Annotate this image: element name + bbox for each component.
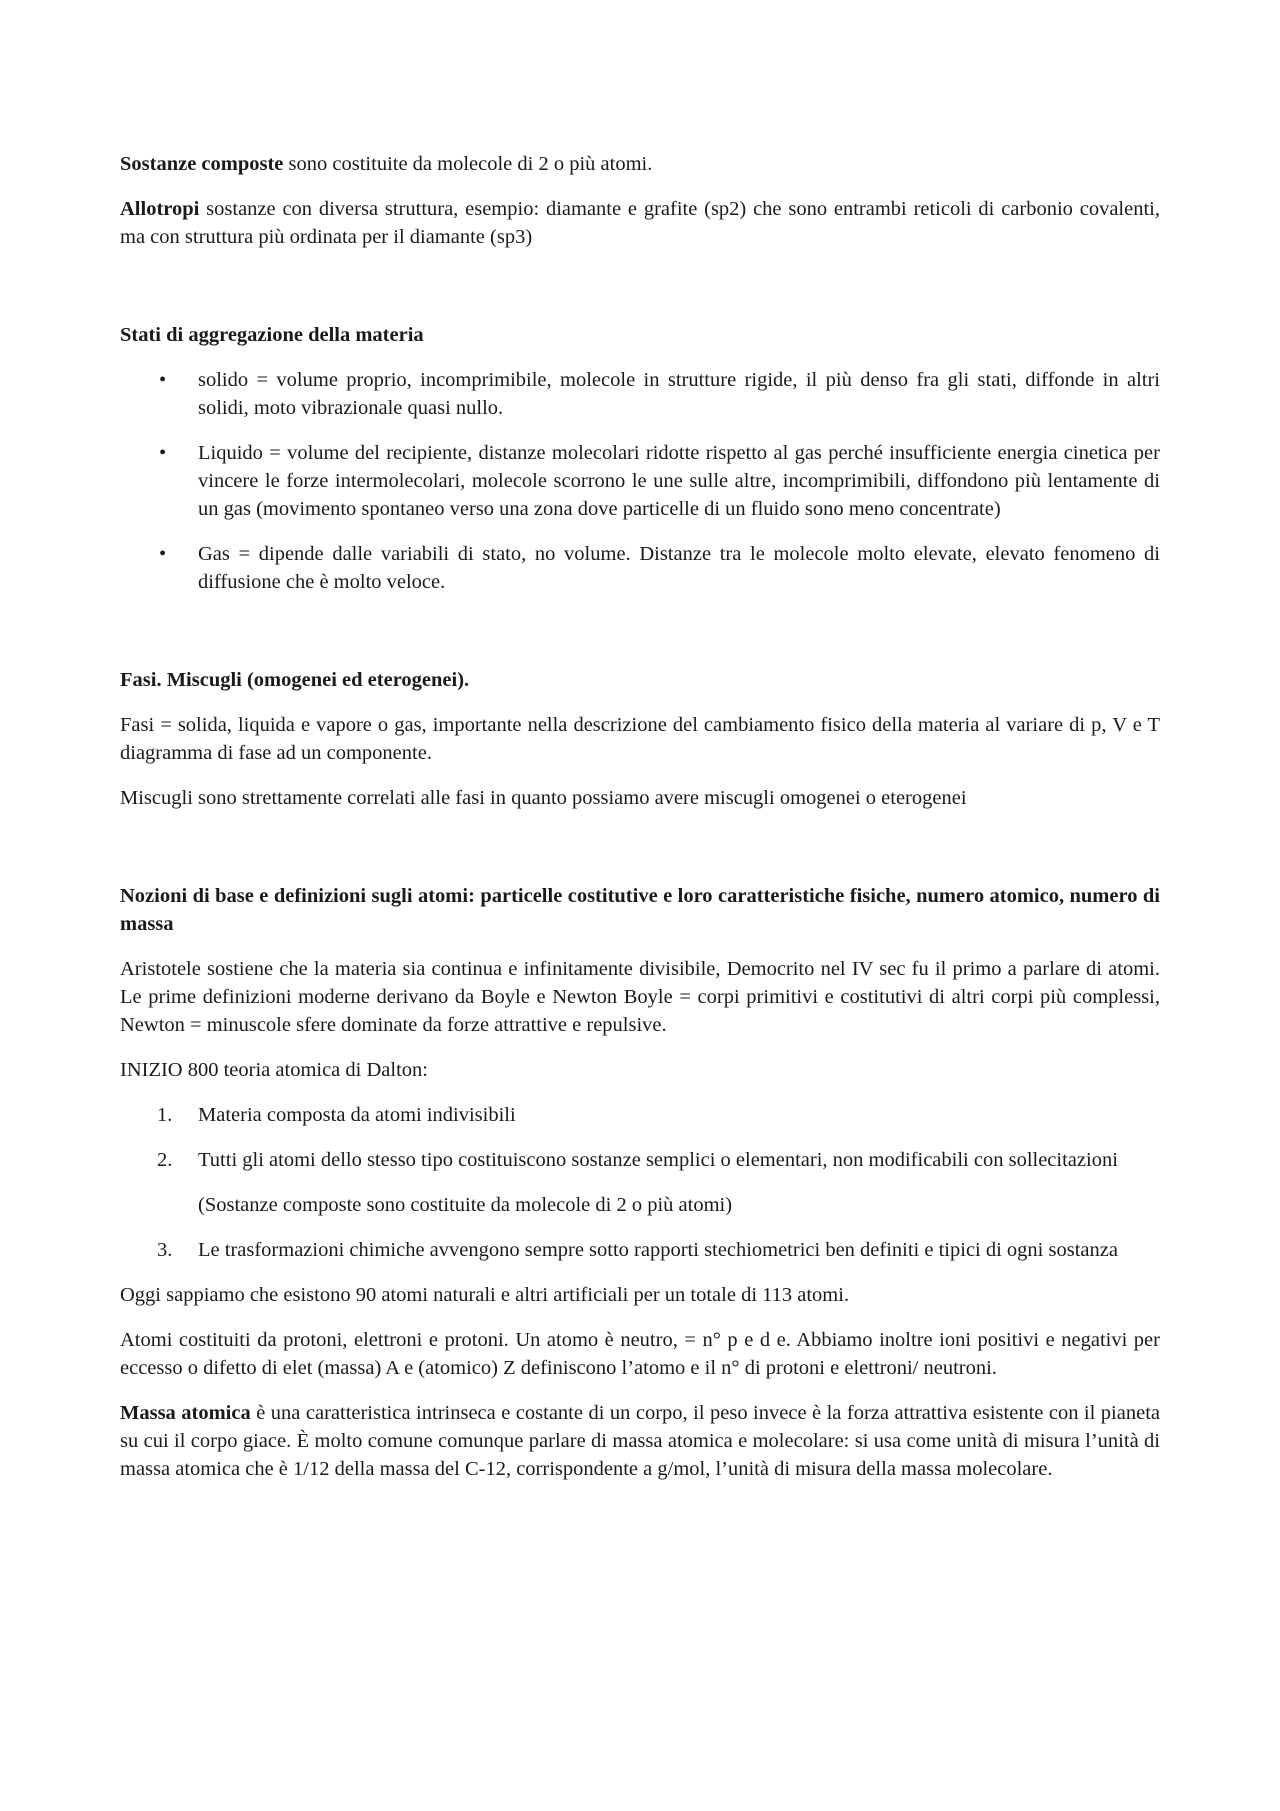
heading-stati-aggregazione: Stati di aggregazione della materia: [120, 324, 424, 346]
list-number: 2.: [157, 1149, 173, 1171]
paragraph-atomi-costituiti: Atomi costituiti da protoni, elettroni e protoni. Un atomo è neutro, = n° p e d e. Abbiamo inoltre ioni positivi e negativi per eccesso o difetto di elet (massa) A e (atomico) Z definiscono l’atomo e il n° di protoni e elettroni/ neutroni.: [120, 1329, 1160, 1379]
list-item-text: Gas = dipende dalle variabili di stato, no volume. Distanze tra le molecole molto elevate, elevato fenomeno di diffusione che è molto veloce.: [198, 543, 1160, 593]
paragraph-atomi-naturali: Oggi sappiamo che esistono 90 atomi naturali e altri artificiali per un totale di 113 atomi.: [120, 1284, 850, 1306]
paragraph-fasi: Fasi = solida, liquida e vapore o gas, importante nella descrizione del cambiamento fisico della materia al variare di p, V e T diagramma di fase ad un componente.: [120, 714, 1160, 764]
list-item: [120, 1101, 1160, 1129]
numbered-list-dalton-cont: [120, 1236, 1160, 1264]
list-item-text: solido = volume proprio, incomprimibile, molecole in strutture rigide, il più denso fra gli stati, diffonde in altri solidi, moto vibrazionale quasi nullo.: [198, 369, 1160, 419]
paragraph-miscugli: Miscugli sono strettamente correlati alle fasi in quanto possiamo avere miscugli omogenei o eterogenei: [120, 787, 967, 809]
paragraph-text: sostanze con diversa struttura, esempio: diamante e grafite (sp2) che sono entrambi reticoli di carbonio covalenti, ma con struttura più ordinata per il diamante (sp3): [120, 198, 1160, 248]
paragraph-aristotele: Aristotele sostiene che la materia sia continua e infinitamente divisibile, Democrito nel IV sec fu il primo a parlare di atomi. Le prime definizioni moderne derivano da Boyle e Newton Boyle = corpi primitivi e costitutivi di altri corpi più complessi, Newton = minuscole sfere dominate da forze attrattive e repulsive.: [120, 958, 1160, 1036]
paragraph-massa-atomica: [120, 1399, 1160, 1483]
bullet-marker: •: [159, 442, 167, 464]
list-item-text: Liquido = volume del recipiente, distanze molecolari ridotte rispetto al gas perché insufficiente energia cinetica per vincere le forze intermolecolari, molecole scorrono le une sulle altre, incomprimibili, diffondono più lentamente di un gas (movimento spontaneo verso una zona dove particelle di un fluido sono meno concentrate): [198, 442, 1160, 520]
paragraph-allotropi: [120, 195, 1160, 251]
document-page: [120, 150, 1160, 1500]
list-item-text: Materia composta da atomi indivisibili: [198, 1104, 516, 1126]
term-sostanze-composte: Sostanze composte: [120, 153, 284, 175]
term-massa-atomica: Massa atomica: [120, 1402, 251, 1424]
list-item: [120, 439, 1160, 523]
heading-nozioni-atomi: Nozioni di base e definizioni sugli atomi: particelle costitutive e loro caratteristiche fisiche, numero atomico, numero di massa: [120, 885, 1160, 935]
list-number: 1.: [157, 1104, 173, 1126]
list-item: [120, 366, 1160, 422]
heading-fasi-miscugli: Fasi. Miscugli (omogenei ed eterogenei).: [120, 669, 470, 691]
paragraph-sostanze-composte: [120, 150, 1160, 178]
spacer: [120, 613, 1160, 666]
spacer: [120, 268, 1160, 321]
paragraph-dalton-intro: INIZIO 800 teoria atomica di Dalton:: [120, 1059, 428, 1081]
spacer: [120, 829, 1160, 882]
term-allotropi: Allotropi: [120, 198, 200, 220]
list-item: [120, 1236, 1160, 1264]
list-item-text: Tutti gli atomi dello stesso tipo costituiscono sostanze semplici o elementari, non modificabili con sollecitazioni: [198, 1149, 1118, 1171]
list-item-text: Le trasformazioni chimiche avvengono sempre sotto rapporti stechiometrici ben definiti e tipici di ogni sostanza: [198, 1239, 1118, 1261]
list-note: (Sostanze composte sono costituite da molecole di 2 o più atomi): [198, 1194, 733, 1216]
bullet-marker: •: [159, 543, 167, 565]
list-item: [120, 1146, 1160, 1174]
list-item: [120, 540, 1160, 596]
paragraph-text: è una caratteristica intrinseca e costante di un corpo, il peso invece è la forza attrattiva esistente con il pianeta su cui il corpo giace. È molto comune comunque parlare di massa atomica e molecolare: si usa come unità di misura l’unità di massa atomica che è 1/12 della massa del C-12, corrispondente a g/mol, l’unità di misura della massa molecolare.: [120, 1402, 1160, 1480]
bullet-marker: •: [159, 369, 167, 391]
list-number: 3.: [157, 1239, 173, 1261]
paragraph-text: sono costituite da molecole di 2 o più atomi.: [283, 153, 653, 175]
numbered-list-dalton: [120, 1101, 1160, 1174]
bullet-list-stati: [120, 366, 1160, 596]
